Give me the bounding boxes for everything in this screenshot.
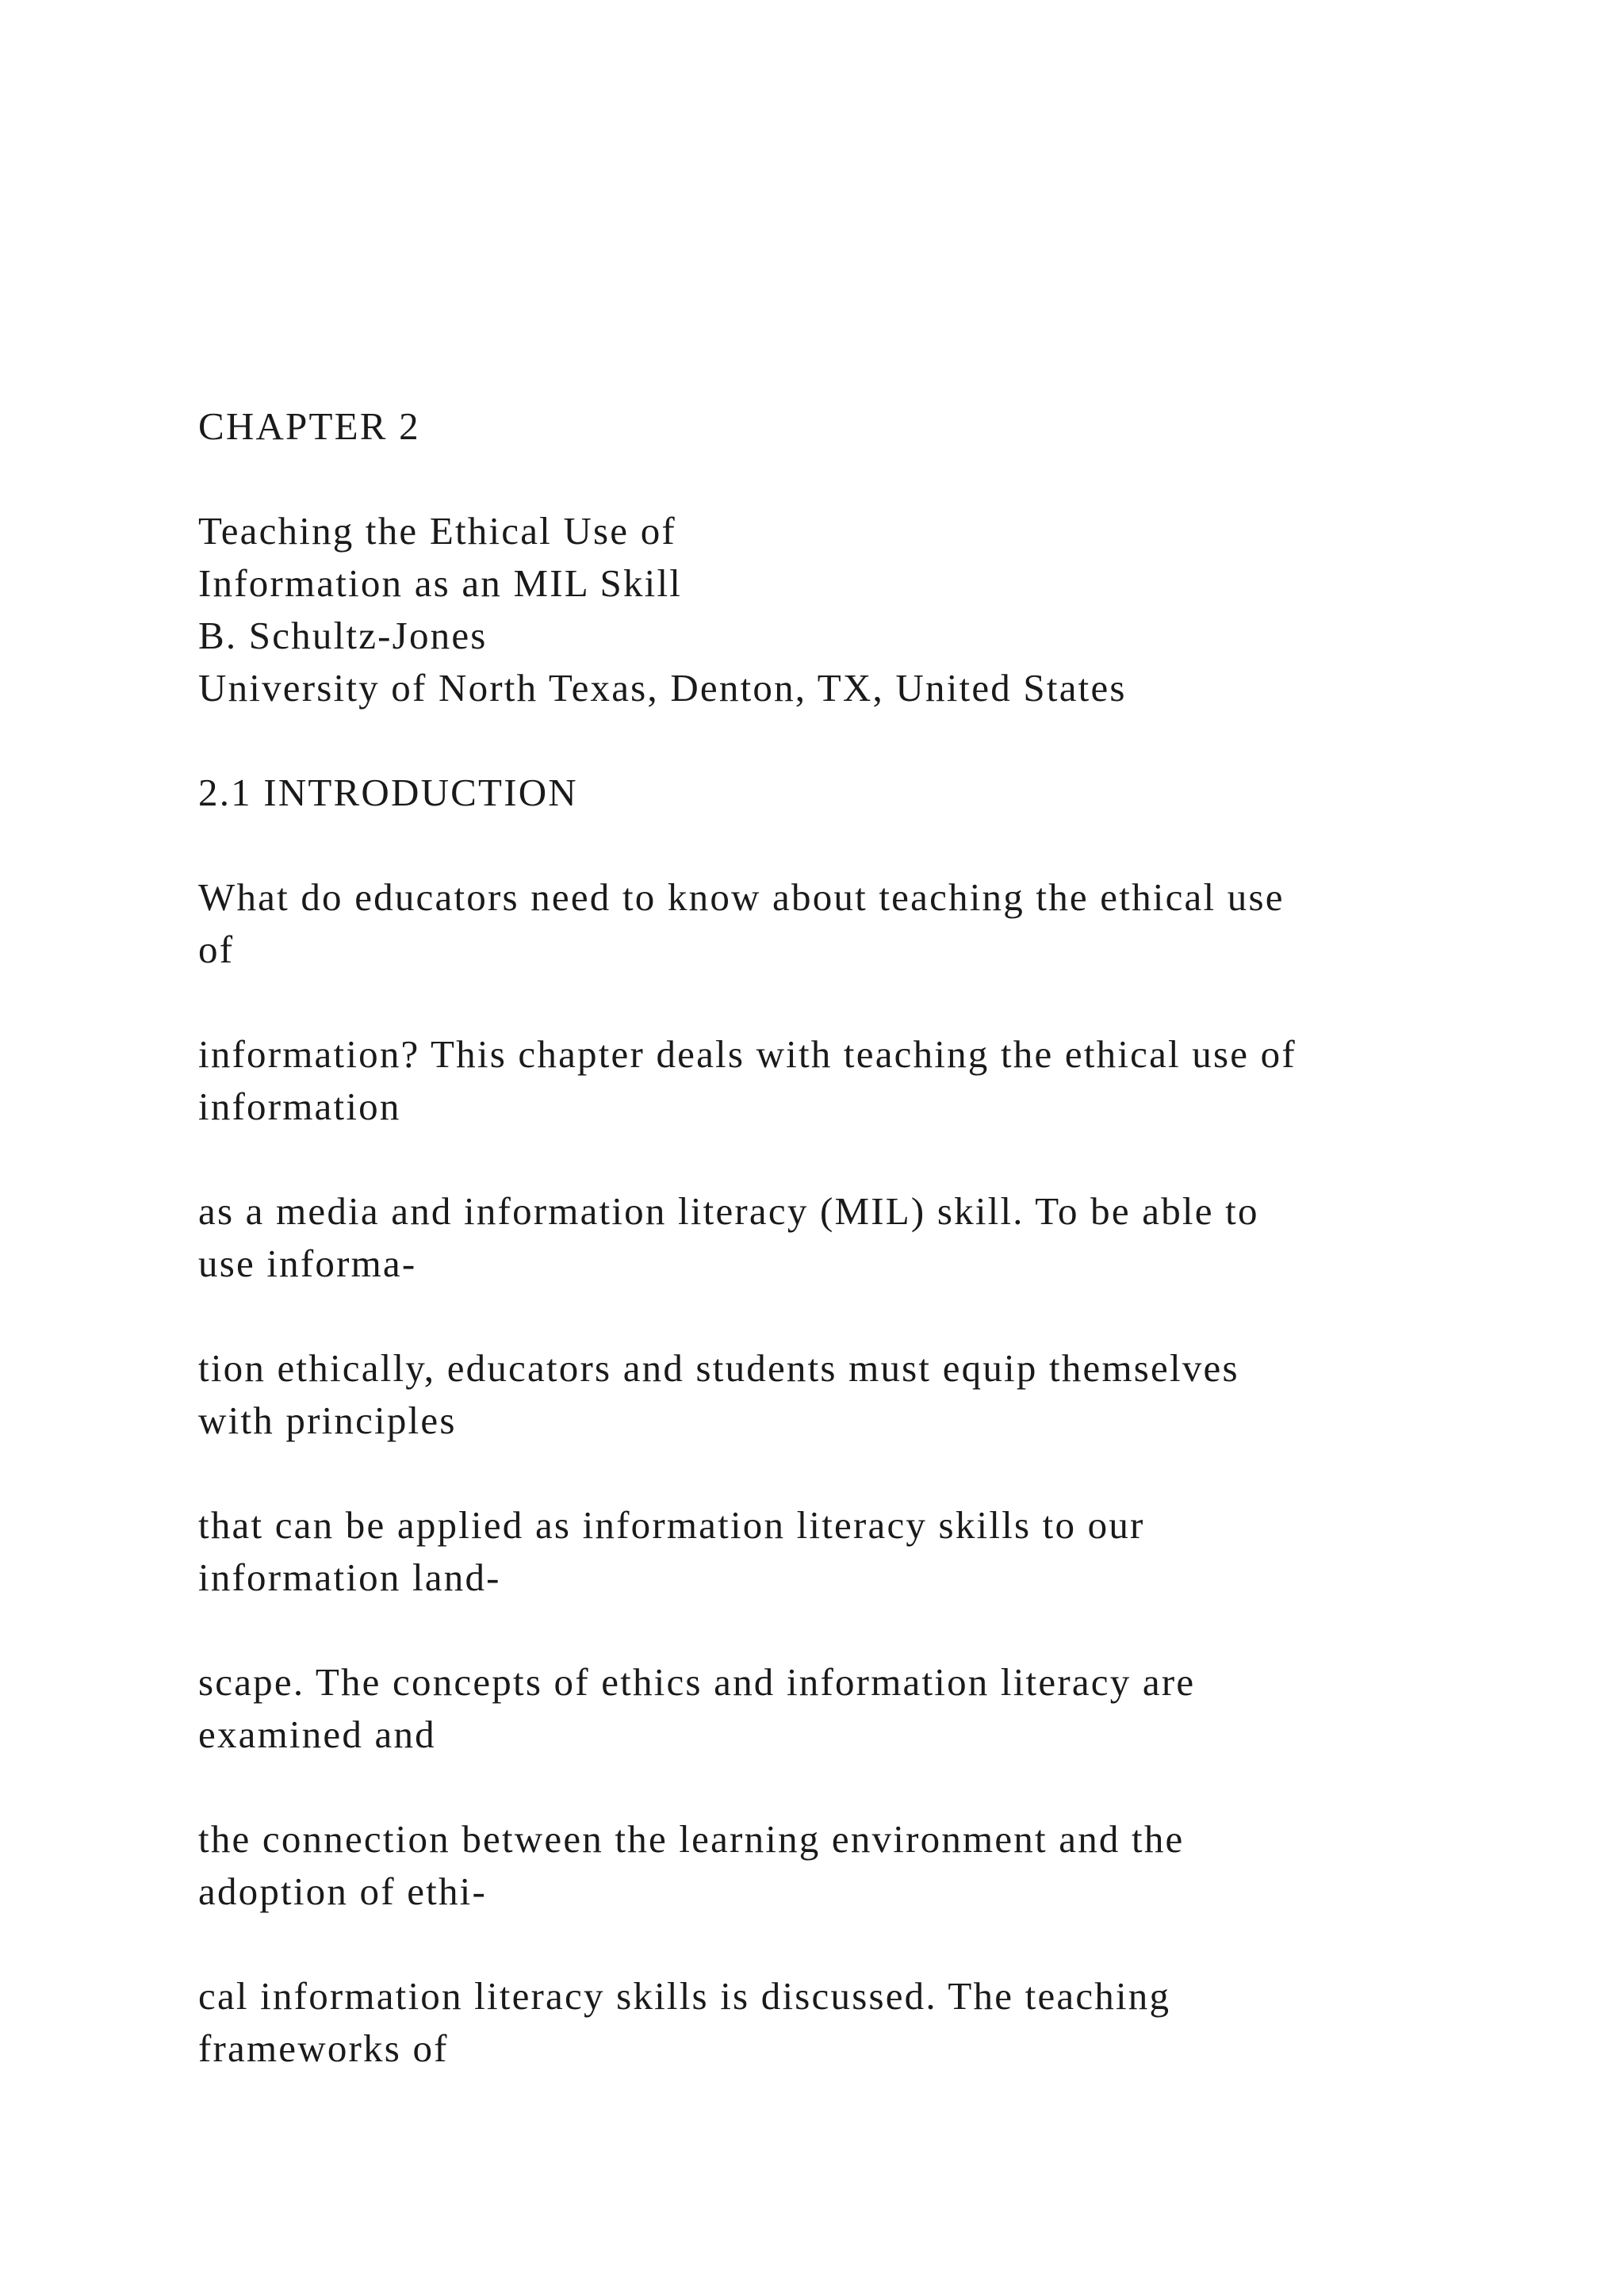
paragraph-line: that can be applied as information literacy skills to our: [198, 1503, 1145, 1547]
paragraph-line: tion ethically, educators and students must equip themselves: [198, 1346, 1239, 1390]
paragraph-line: the connection between the learning environment and the: [198, 1817, 1185, 1861]
paragraph-line: information: [198, 1085, 401, 1128]
paragraph-line: cal information literacy skills is discussed. The teaching: [198, 1974, 1171, 2018]
paragraph-line: as a media and information literacy (MIL) skill. To be able to: [198, 1189, 1259, 1233]
spacer: [198, 1918, 1530, 1970]
paragraph-line: examined and: [198, 1712, 436, 1756]
spacer: [198, 1290, 1530, 1342]
author-name: B. Schultz-Jones: [198, 614, 488, 657]
spacer: [198, 1604, 1530, 1656]
paragraph-line: scape. The concepts of ethics and information literacy are: [198, 1660, 1196, 1704]
paragraph-line: frameworks of: [198, 2026, 449, 2070]
paragraph-line: of: [198, 928, 235, 971]
paragraph-line: use informa-: [198, 1242, 417, 1285]
chapter-label: CHAPTER 2: [198, 404, 420, 448]
paragraph-line: information land-: [198, 1556, 501, 1599]
chapter-title-line-1: Teaching the Ethical Use of: [198, 509, 676, 553]
spacer: [198, 1761, 1530, 1813]
spacer: [198, 714, 1530, 767]
section-heading: 2.1 INTRODUCTION: [198, 771, 578, 814]
spacer: [198, 819, 1530, 871]
document-text: [198, 400, 1530, 2075]
spacer: [198, 976, 1530, 1028]
author-affiliation: University of North Texas, Denton, TX, United States: [198, 666, 1127, 710]
spacer: [198, 1447, 1530, 1499]
chapter-title-line-2: Information as an MIL Skill: [198, 561, 683, 605]
paragraph-line: information? This chapter deals with teaching the ethical use of: [198, 1032, 1297, 1076]
paragraph-line: with principles: [198, 1399, 457, 1442]
spacer: [198, 453, 1530, 505]
spacer: [198, 1133, 1530, 1185]
paragraph-line: What do educators need to know about teaching the ethical use: [198, 875, 1285, 919]
paragraph-line: adoption of ethi-: [198, 1869, 487, 1913]
